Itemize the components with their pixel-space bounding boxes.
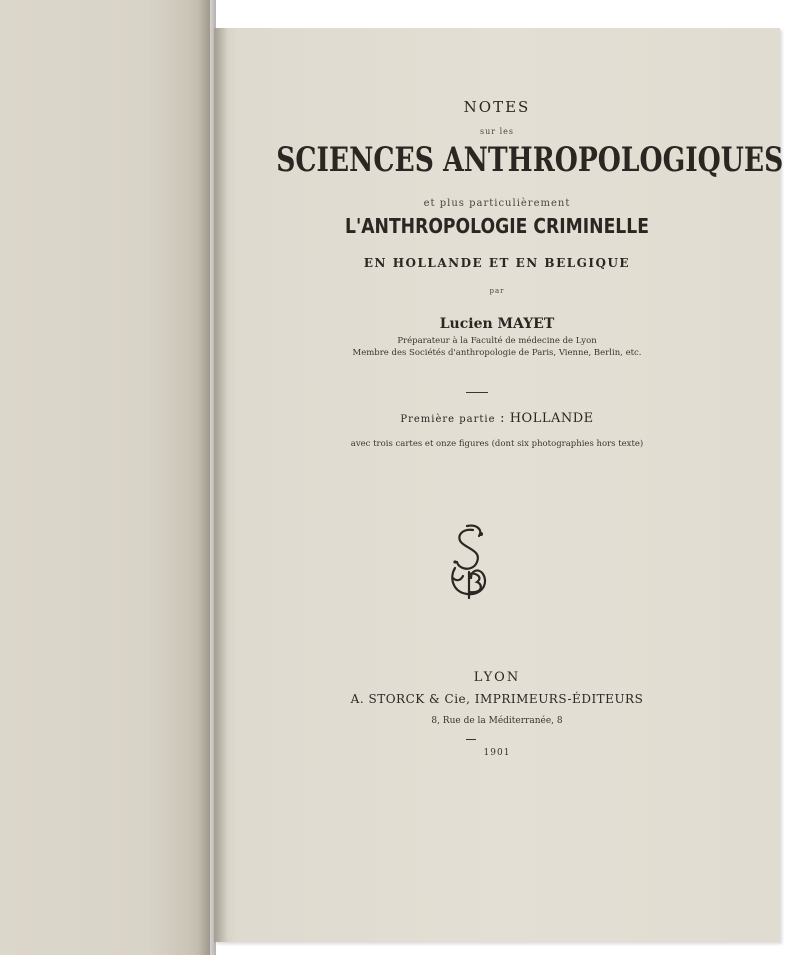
sur-les-text: sur les — [479, 127, 515, 136]
author-credential-2: Membre des Sociétés d'anthropologie de Paris, Vienne, Berlin, etc. — [352, 348, 642, 358]
main-title: SCIENCES ANTHROPOLOGIQUES — [276, 140, 784, 180]
illustrations-note: avec trois cartes et onze figures (dont six photographies hors texte) — [350, 439, 644, 449]
notes-heading: NOTES — [463, 98, 531, 116]
part-line — [214, 411, 780, 426]
city: LYON — [473, 670, 521, 685]
publisher: A. STORCK & Cie, IMPRIMEURS-ÉDITEURS — [350, 692, 644, 706]
left-page — [0, 0, 210, 955]
par-text: par — [489, 287, 505, 295]
part-name: HOLLANDE — [509, 411, 594, 426]
divider-rule — [466, 392, 488, 393]
gutter-shadow — [214, 28, 228, 942]
region-line: EN HOLLANDE ET EN BELGIQUE — [363, 256, 631, 270]
publisher-monogram-icon — [443, 522, 497, 602]
part-label: Première partie — [400, 414, 496, 425]
subtitle-intro: et plus particulièrement — [423, 198, 571, 209]
subtitle: L'ANTHROPOLOGIE CRIMINELLE — [345, 214, 649, 238]
short-rule — [466, 739, 476, 740]
publisher-address: 8, Rue de la Méditerranée, 8 — [431, 716, 563, 726]
author-credential-1: Préparateur à la Faculté de médecine de Lyon — [397, 336, 597, 346]
publication-year: 1901 — [483, 748, 511, 758]
part-separator: : — [495, 411, 510, 426]
author-name: Lucien MAYET — [439, 316, 555, 332]
